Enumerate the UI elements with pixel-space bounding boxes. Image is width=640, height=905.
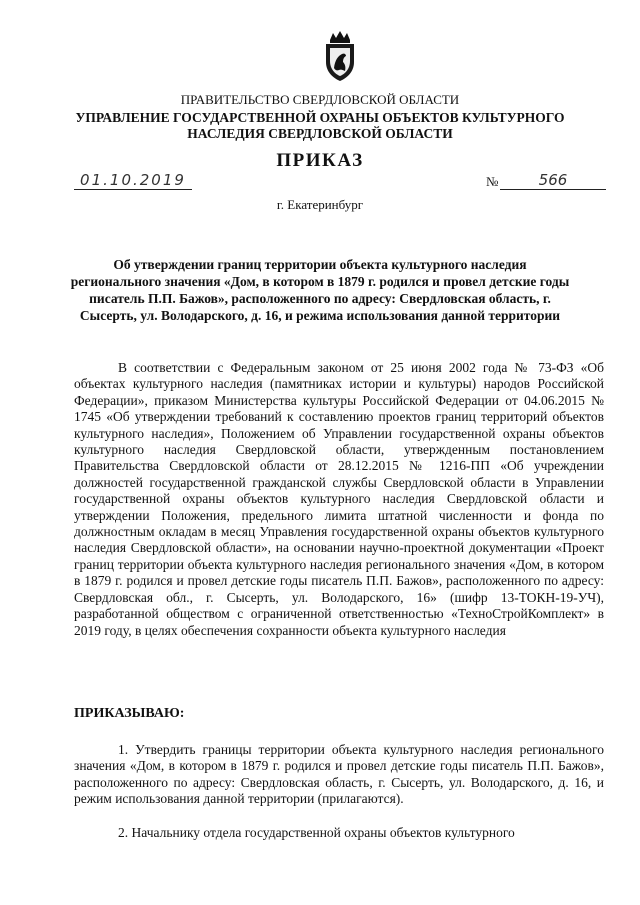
government-name: ПРАВИТЕЛЬСТВО СВЕРДЛОВСКОЙ ОБЛАСТИ [180, 92, 460, 107]
number-label: № [486, 174, 499, 189]
preamble-paragraph: В соответствии с Федеральным законом от 25 июня 2002 года № 73-ФЗ «Об объектах культурного наследия (памятниках истории и культуры) народов Российской Федерации», приказом Министерства культуры Российской Федерации от 04.06.2015 № 1745 «Об утверждении требований к составлению проектов границ территорий объектов культурного наследия», Положением об Управлении государственной охраны объектов культурного наследия Свердловской области, утвержденным постановлением Правительства Свердловской области от 28.12.2015 № 1216-ПП «Об учреждении должностей государственной гражданской службы Свердловской области в Управлении государственной охраны объектов культурного наследия Свердловской области и утверждении Положения, предельного лимита штатной численности и фонда по должностным окладам в месяц Управления государственной охраны объектов культурного наследия Свердловской области», на основании научно-проектной документации «Проект границ территории объекта культурного наследия регионального значения «Дом, в котором в 1879 г. родился и провел детские годы писатель П.П. Бажов», расположенного по адресу: Свердловская обл., г. Сысерть, ул. Володарского, 16» (шифр 13-ТОКН-19-УЧ), разработанной обществом с ограниченной ответственностью «ТехноСтройКомплект» в 2019 году, в целях обеспечения сохранности объекта культурного наследия [74, 360, 604, 638]
coat-of-arms-icon [322, 30, 358, 82]
order-number: 566 [500, 171, 606, 190]
document-type: ПРИКАЗ [276, 150, 364, 171]
order-date: 01.10.2019 [74, 171, 192, 190]
order-title: Об утверждении границ территории объекта культурного наследия регионального значения «Дом, в котором в 1879 г. родился и провел детские годы писатель П.П. Бажов», расположенного по адресу: Свердловская область, г. Сысерть, ул. Володарского, д. 16, и режима использования данной территории [70, 257, 570, 323]
city: г. Екатеринбург [276, 197, 364, 212]
order-word: ПРИКАЗЫВАЮ: [74, 706, 185, 721]
department-name: УПРАВЛЕНИЕ ГОСУДАРСТВЕННОЙ ОХРАНЫ ОБЪЕКТОВ КУЛЬТУРНОГО НАСЛЕДИЯ СВЕРДЛОВСКОЙ ОБЛАСТИ [75, 110, 565, 141]
order-item-1: 1. Утвердить границы территории объекта культурного наследия регионального значения «Дом, в котором в 1879 г. родился и провел детские годы писатель П.П. Бажов», расположенного по адресу: Свердловская область, г. Сысерть, ул. Володарского, д. 16, и режим использования данной территории (прилагаются). [74, 742, 604, 807]
order-item-2: 2. Начальнику отдела государственной охраны объектов культурного [118, 825, 515, 840]
